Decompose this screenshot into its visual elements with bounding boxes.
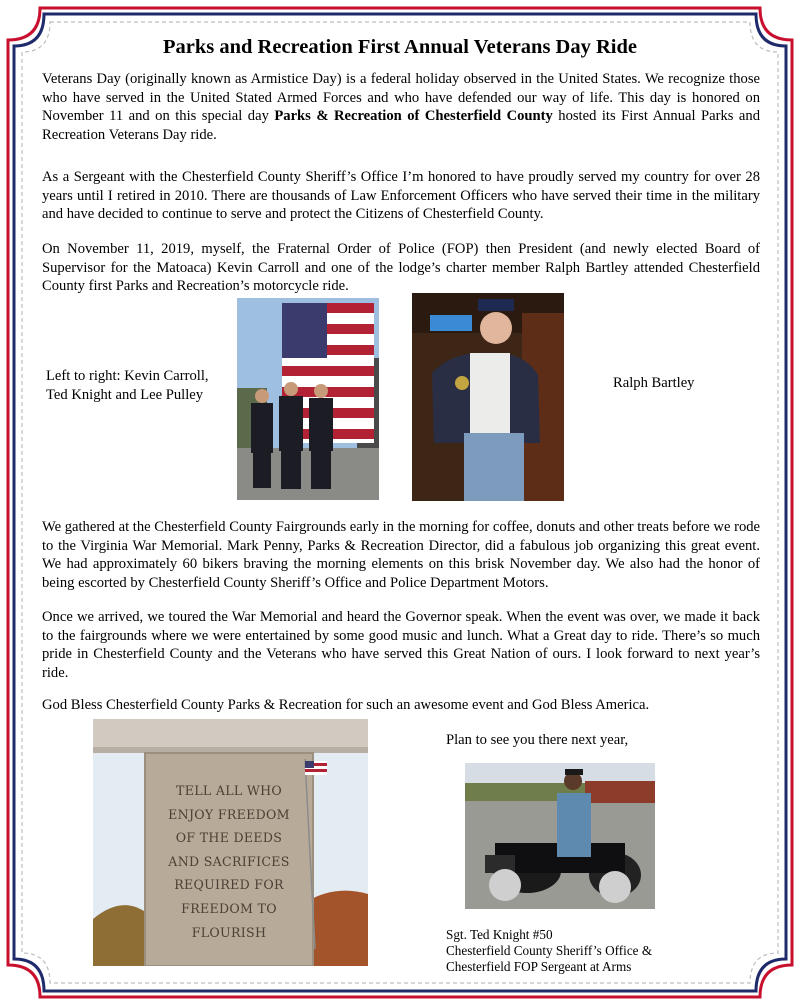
caption-line: Left to right: Kevin Carroll, [46,368,209,384]
signature-line: Chesterfield County Sheriff’s Office & [446,943,653,958]
intro-text-end: hosted its First Annual Parks and Recreation Veterans Day ride. [42,108,760,143]
arrival-paragraph: Once we arrived, we toured the War Memorial and heard the Governor speak. When the event was over, we made it back to the fairgrounds where we were entertained by some good music and lunch. What a Great day to ride. There’s so much pride in Chesterfield County and the Veterans who have served this Great Nation of ours. I look forward to next year’s ride. [42,609,760,681]
inscription-line: FLOURISH [191,924,267,940]
motorcycle-photo [465,763,655,909]
attendance-paragraph: On November 11, 2019, myself, the Fraternal Order of Police (FOP) then President (and newly elected Board of Supervisor for the Matoaca) Kevin Carroll and one of the lodge’s charter member Ralph Bartley attended Chesterfield County first Parks and Recreation’s motorcycle ride. [42,241,760,295]
photo-caption-left [46,367,209,404]
inscription-line: REQUIRED FOR [174,877,284,893]
blessing-paragraph: God Bless Chesterfield County Parks & Recreation for such an awesome event and God Bless America. [42,697,650,713]
photo-caption-right: Ralph Bartley [613,375,695,391]
closing-line: Plan to see you there next year, [446,732,629,748]
page-title: Parks and Recreation First Annual Veterans Day Ride [163,36,637,58]
signature-block [446,927,652,975]
inscription-line: OF THE DEEDS [175,830,283,846]
inscription-line: AND SACRIFICES [168,853,290,869]
inscription-line: ENJOY FREEDOM [168,806,290,822]
memorial-inscription [145,779,313,944]
intro-bold-text: Parks & Recreation of Chesterfield County [274,108,553,125]
intro-paragraph [42,70,760,144]
inscription-line: FREEDOM TO [181,900,277,916]
portrait-photo [412,293,564,501]
caption-line: Ted Knight and Lee Pulley [46,386,204,403]
group-photo [237,298,379,500]
sergeant-paragraph: As a Sergeant with the Chesterfield County Sheriff’s Office I’m honored to have proudly served my country for over 28 years until I retired in 2010. There are thousands of Law Enforcement Officers who have served their time in the military and have decided to continue to serve and protect the Citizens of Chesterfield County. [42,169,760,223]
signature-line: Chesterfield FOP Sergeant at Arms [446,959,632,974]
signature-line: Sgt. Ted Knight #50 [446,927,553,942]
gathering-paragraph: We gathered at the Chesterfield County Fairgrounds early in the morning for coffee, donuts and other treats before we rode to the Virginia War Memorial. Mark Penny, Parks & Recreation Director, did a fabulous job organizing this great event. We had approximately 60 bikers braving the morning elements on this brisk November day. We also had the honor of being escorted by Chesterfield County Sheriff’s Office and Police Department Motors. [42,519,761,591]
inscription-line: TELL ALL WHO [176,783,282,798]
intro-text: Veterans Day (originally known as Armistice Day) is a federal holiday observed in the United States. We recognize those who have served in the United Stated Armed Forces and who have defended our way of life. This day is honored on November 11 and on this special day [42,71,760,125]
